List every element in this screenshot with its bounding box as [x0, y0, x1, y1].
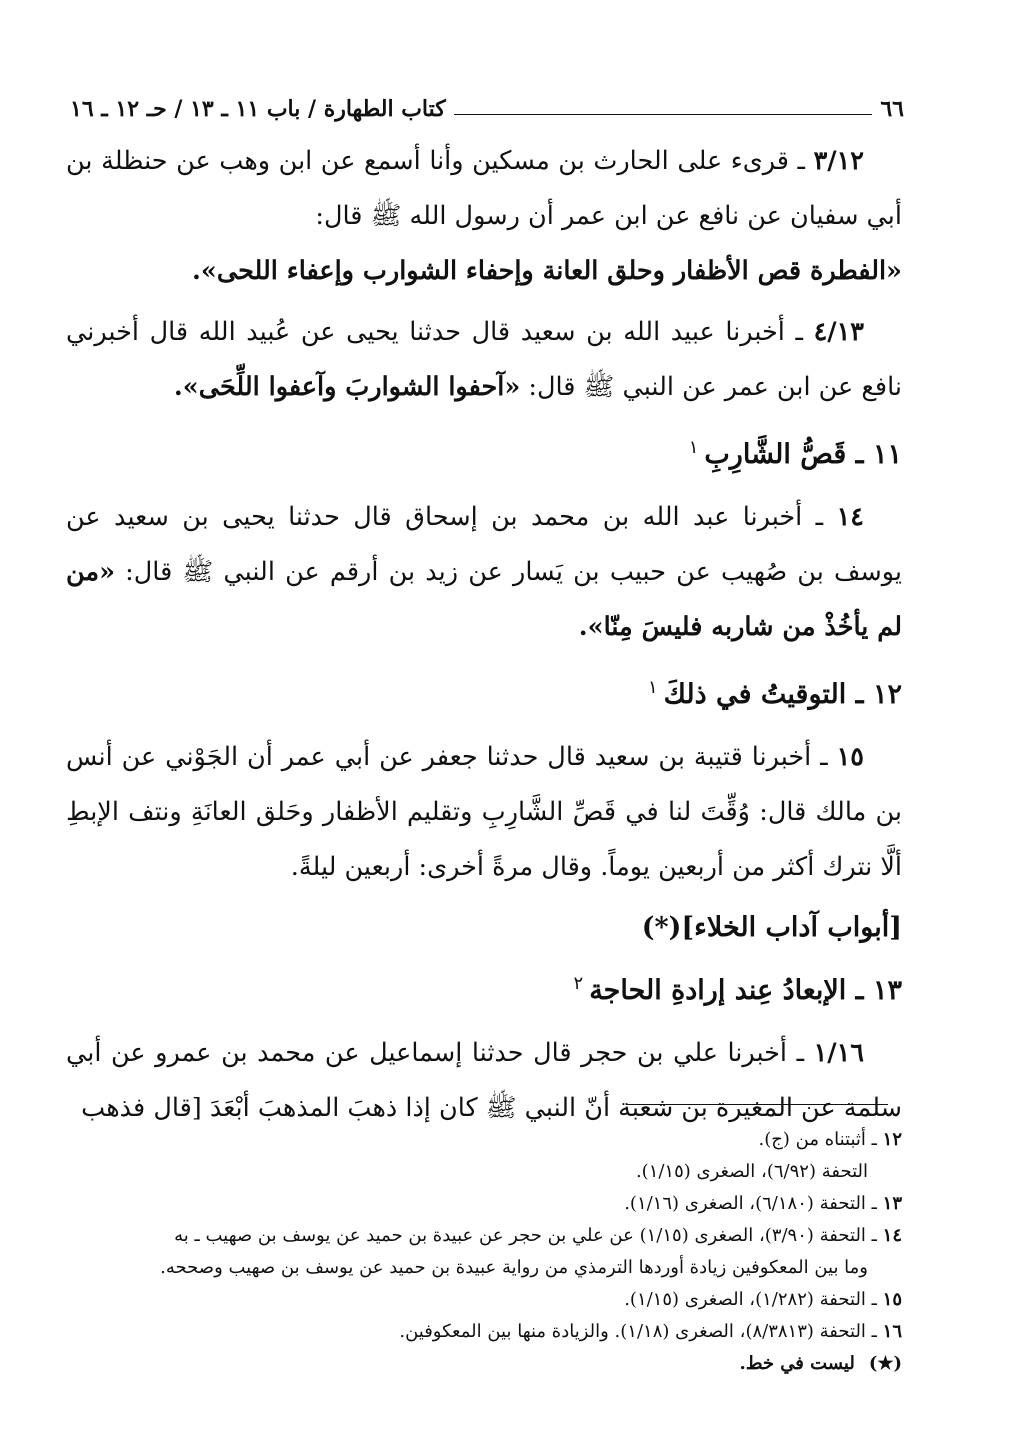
chapter-heading-12: [66, 659, 902, 724]
hadith-number: ١/١٦: [813, 1038, 864, 1068]
hadith-14: [66, 490, 902, 655]
hadith-13: [66, 305, 902, 415]
hadith-text: ـ أخبرنا عبد الله بن محمد بن إسحاق قال حدثنا يحيى بن سعيد عن يوسف بن صُهيب عن حبيب بن يَسار عن زيد بن أرقم عن النبي ﷺ قال:: [66, 502, 902, 587]
chapter-title: ١٣ ـ الإبعادُ عِند إرادةِ الحاجة: [589, 975, 902, 1006]
hadith-quote: «من لم يأخُذْ من شاربه فليسَ مِنّا».: [66, 557, 902, 642]
footnote: التحفة (٦/٩٢)، الصغرى (١/١٥).: [635, 1161, 868, 1182]
footnote: وما بين المعكوفين زيادة أوردها الترمذي من رواية عبيدة بن حميد عن يوسف بن صهيب وصححه.: [160, 1257, 868, 1278]
footnote-ref: ١: [647, 677, 658, 698]
hadith-12: [66, 134, 902, 244]
footnotes: [70, 1124, 902, 1380]
footnote-separator: [626, 1104, 888, 1105]
hadith-text: ـ أخبرنا عبيد الله بن سعيد قال حدثنا يحيى عن عُبيد الله قال أخبرني نافع عن ابن عمر عن النبي ﷺ قال:: [66, 317, 902, 402]
footnote-ref: ١: [688, 437, 699, 458]
hadith-text: ـ أخبرنا قتيبة بن سعيد قال حدثنا جعفر عن أبي عمر أن الجَوْني عن أنس بن مالك قال: وُقِّتَ لنا في قَصِّ الشَّارِبِ وتقليم الأظفار وحَلق العانَةِ ونتف الإبطِ ألَّا نترك أكثر من أربعين يوماً. وقال مرةً أخرى: أربعين ليلةً.: [66, 742, 902, 882]
header-rule: [454, 114, 873, 115]
footnote: ١٤ ـ التحفة (٣/٩٠)، الصغرى (١/١٥) عن علي بن حجر عن عبيدة بن حميد عن يوسف بن صهيب ـ به: [174, 1225, 902, 1246]
footnote-star: (★)ليست في خط.: [739, 1353, 902, 1374]
footnote: ١٦ ـ التحفة (٨/٣٨١٣)، الصغرى (١/١٨). والزيادة منها بين المعكوفين.: [399, 1321, 902, 1342]
page-number: ٦٦: [880, 96, 904, 122]
hadith-quote: «آحفوا الشواربَ وآعفوا اللِّحَى».: [173, 372, 521, 402]
hadith-number: ١٤: [836, 502, 864, 532]
footnote: ١٣ ـ التحفة (٦/١٨٠)، الصغرى (١/١٦).: [624, 1193, 902, 1214]
hadith-16: [66, 1026, 902, 1136]
hadith-12-quote: «الفطرة قص الأظفار وحلق العانة وإحفاء الشوارب وإعفاء اللحى».: [192, 256, 902, 286]
hadith-number: ١٥: [836, 742, 864, 772]
hadith-text: ـ قرىء على الحارث بن مسكين وأنا أسمع عن ابن وهب عن حنظلة بن أبي سفيان عن نافع عن ابن عمر أن رسول الله ﷺ قال:: [66, 146, 902, 231]
hadith-number: ٤/١٣: [813, 317, 864, 347]
main-text: [66, 134, 902, 1136]
hadith-15: [66, 730, 902, 895]
chapter-heading-11: [66, 419, 902, 484]
section-heading: [أبواب آداب الخلاء](*): [641, 912, 902, 943]
hadith-number: ٣/١٢: [813, 146, 864, 176]
footnote: ١٥ ـ التحفة (١/٢٨٢)، الصغرى (١/١٥).: [624, 1289, 902, 1310]
hadith-text: ـ أخبرنا علي بن حجر قال حدثنا إسماعيل عن محمد بن عمرو عن أبي سلمة عن المغيرة بن شعبة أنّ النبي ﷺ كان إذا ذهبَ المذهبَ أبْعَدَ [قال فذهب: [66, 1038, 902, 1123]
footnote: ١٢ ـ أثبتناه من (ج).: [758, 1129, 902, 1150]
chapter-title: ١٢ ـ التوقيتُ في ذلكَ: [663, 679, 902, 710]
footnote-ref: ٢: [573, 973, 584, 994]
chapter-title: ١١ ـ قَصُّ الشَّارِبِ: [704, 439, 902, 470]
running-title: كتاب الطهارة / باب ١١ ـ ١٣ / حـ ١٢ ـ ١٦: [70, 96, 446, 122]
chapter-heading-13: [66, 955, 902, 1020]
running-header: [70, 88, 904, 122]
